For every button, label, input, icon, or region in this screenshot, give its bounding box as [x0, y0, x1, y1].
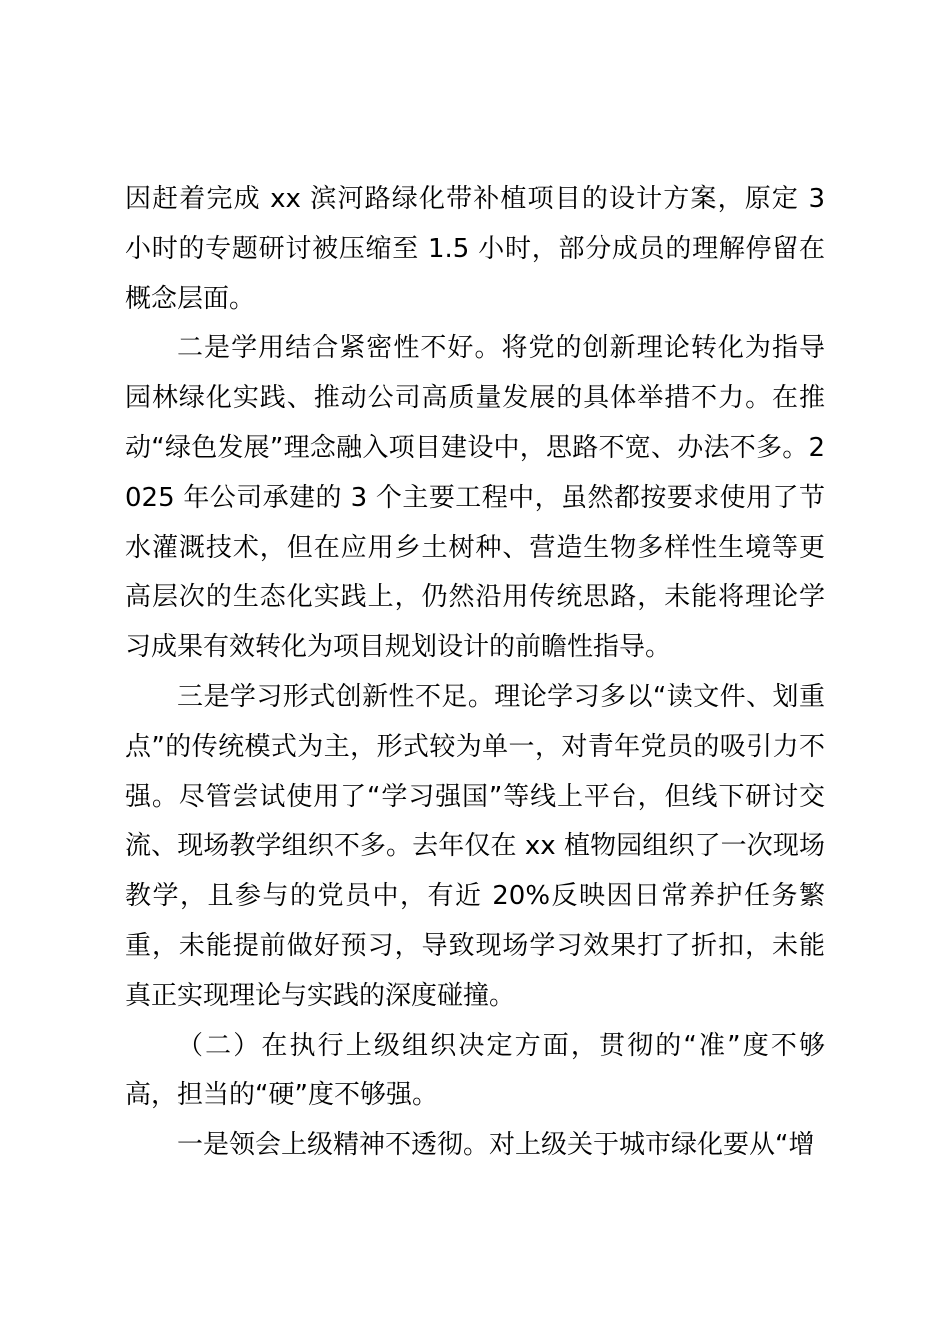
paragraph: 三是学习形式创新性不足。理论学习多以“读文件、划重点”的传统模式为主，形式较为单一，对青年党员的吸引力不强。尽管尝试使用了“学习强国”等线上平台，但线下研讨交流、现场教学组织不多。去年仅在 xx 植物园组织了一次现场教学，且参与的党员中，有近 20%反映因日常养护任务繁重，未能提前做好预习，导致现场学习效果打了折扣，未能真正实现理论与实践的深度碰撞。: [125, 681, 825, 1011]
section-heading: （二）在执行上级组织决定方面，贯彻的“准”度不够高，担当的“硬”度不够强。: [125, 1030, 825, 1111]
paragraph: 一是领会上级精神不透彻。对上级关于城市绿化要从“增: [177, 1130, 815, 1161]
paragraph: 因赶着完成 xx 滨河路绿化带补植项目的设计方案，原定 3 小时的专题研讨被压缩至 1.5 小时，部分成员的理解停留在概念层面。: [125, 184, 825, 314]
document-body: [125, 175, 825, 1171]
paragraph: 二是学用结合紧密性不好。将党的创新理论转化为指导园林绿化实践、推动公司高质量发展的具体举措不力。在推动“绿色发展”理念融入项目建设中，思路不宽、办法不多。2025 年公司承建的 3 个主要工程中，虽然都按要求使用了节水灌溉技术，但在应用乡土树种、营造生物多样性生境等更高层次的生态化实践上，仍然沿用传统思路，未能将理论学习成果有效转化为项目规划设计的前瞻性指导。: [125, 333, 825, 663]
